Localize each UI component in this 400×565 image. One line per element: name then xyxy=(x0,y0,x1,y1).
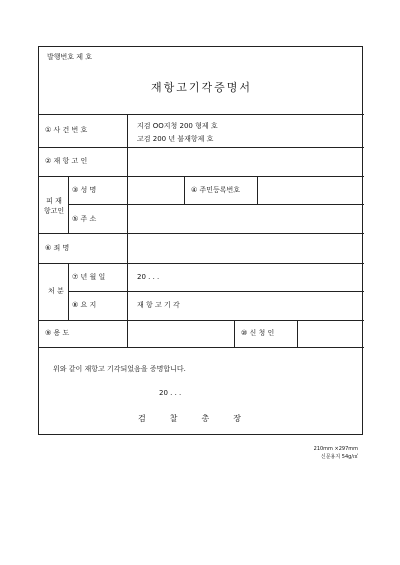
resident-number-label: ④ 주민등록번호 xyxy=(191,186,241,194)
prosecutor-general: 검찰총장 xyxy=(138,414,265,423)
divider xyxy=(234,320,235,347)
summary-value: 재 항 고 기 각 xyxy=(137,301,180,309)
case-number-line2: 고검 200 년 불재항제 호 xyxy=(137,135,214,143)
divider xyxy=(39,147,364,148)
address-label: ⑤ 주 소 xyxy=(72,215,97,223)
divider xyxy=(39,320,364,321)
divider xyxy=(68,204,364,205)
name-label: ③ 성 명 xyxy=(72,186,97,194)
accused-label: 피 재 항고인 xyxy=(43,197,65,215)
paper-size: 210mm ×297mm xyxy=(313,446,358,452)
divider xyxy=(297,320,298,347)
divider xyxy=(68,176,69,233)
divider xyxy=(39,347,364,348)
issue-number: 발행번호 제 호 xyxy=(47,53,93,61)
disposition-label: 처 분 xyxy=(48,287,64,295)
divider xyxy=(257,176,258,204)
case-number-label: ① 사 건 번 호 xyxy=(45,126,88,134)
disposition-date-label: ⑦ 년 월 일 xyxy=(72,273,106,281)
issue-date: 20 . . . xyxy=(159,389,182,397)
form-title: 재항고기각증명서 xyxy=(150,81,252,94)
divider xyxy=(68,291,364,292)
certificate-form xyxy=(38,46,363,435)
divider xyxy=(127,114,128,347)
case-number-line1: 지검 OO지청 200 형제 호 xyxy=(137,122,218,130)
divider xyxy=(39,233,364,234)
charge-label: ⑥ 죄 명 xyxy=(45,244,70,252)
divider xyxy=(184,176,185,204)
divider xyxy=(39,176,364,177)
applicant-label: ⑩ 신 청 인 xyxy=(241,329,275,337)
divider xyxy=(39,114,364,115)
disposition-date-value: 20 . . . xyxy=(137,273,160,281)
divider xyxy=(68,263,69,320)
appellant-label: ② 재 항 고 인 xyxy=(45,157,88,165)
summary-label: ⑧ 요 지 xyxy=(72,301,97,309)
paper-type: 신문용지 54g/㎡ xyxy=(320,454,358,460)
usage-label: ⑨ 용 도 xyxy=(45,329,70,337)
divider xyxy=(39,263,364,264)
certification-text: 위와 같이 재항고 기각되었음을 증명합니다. xyxy=(53,365,186,373)
